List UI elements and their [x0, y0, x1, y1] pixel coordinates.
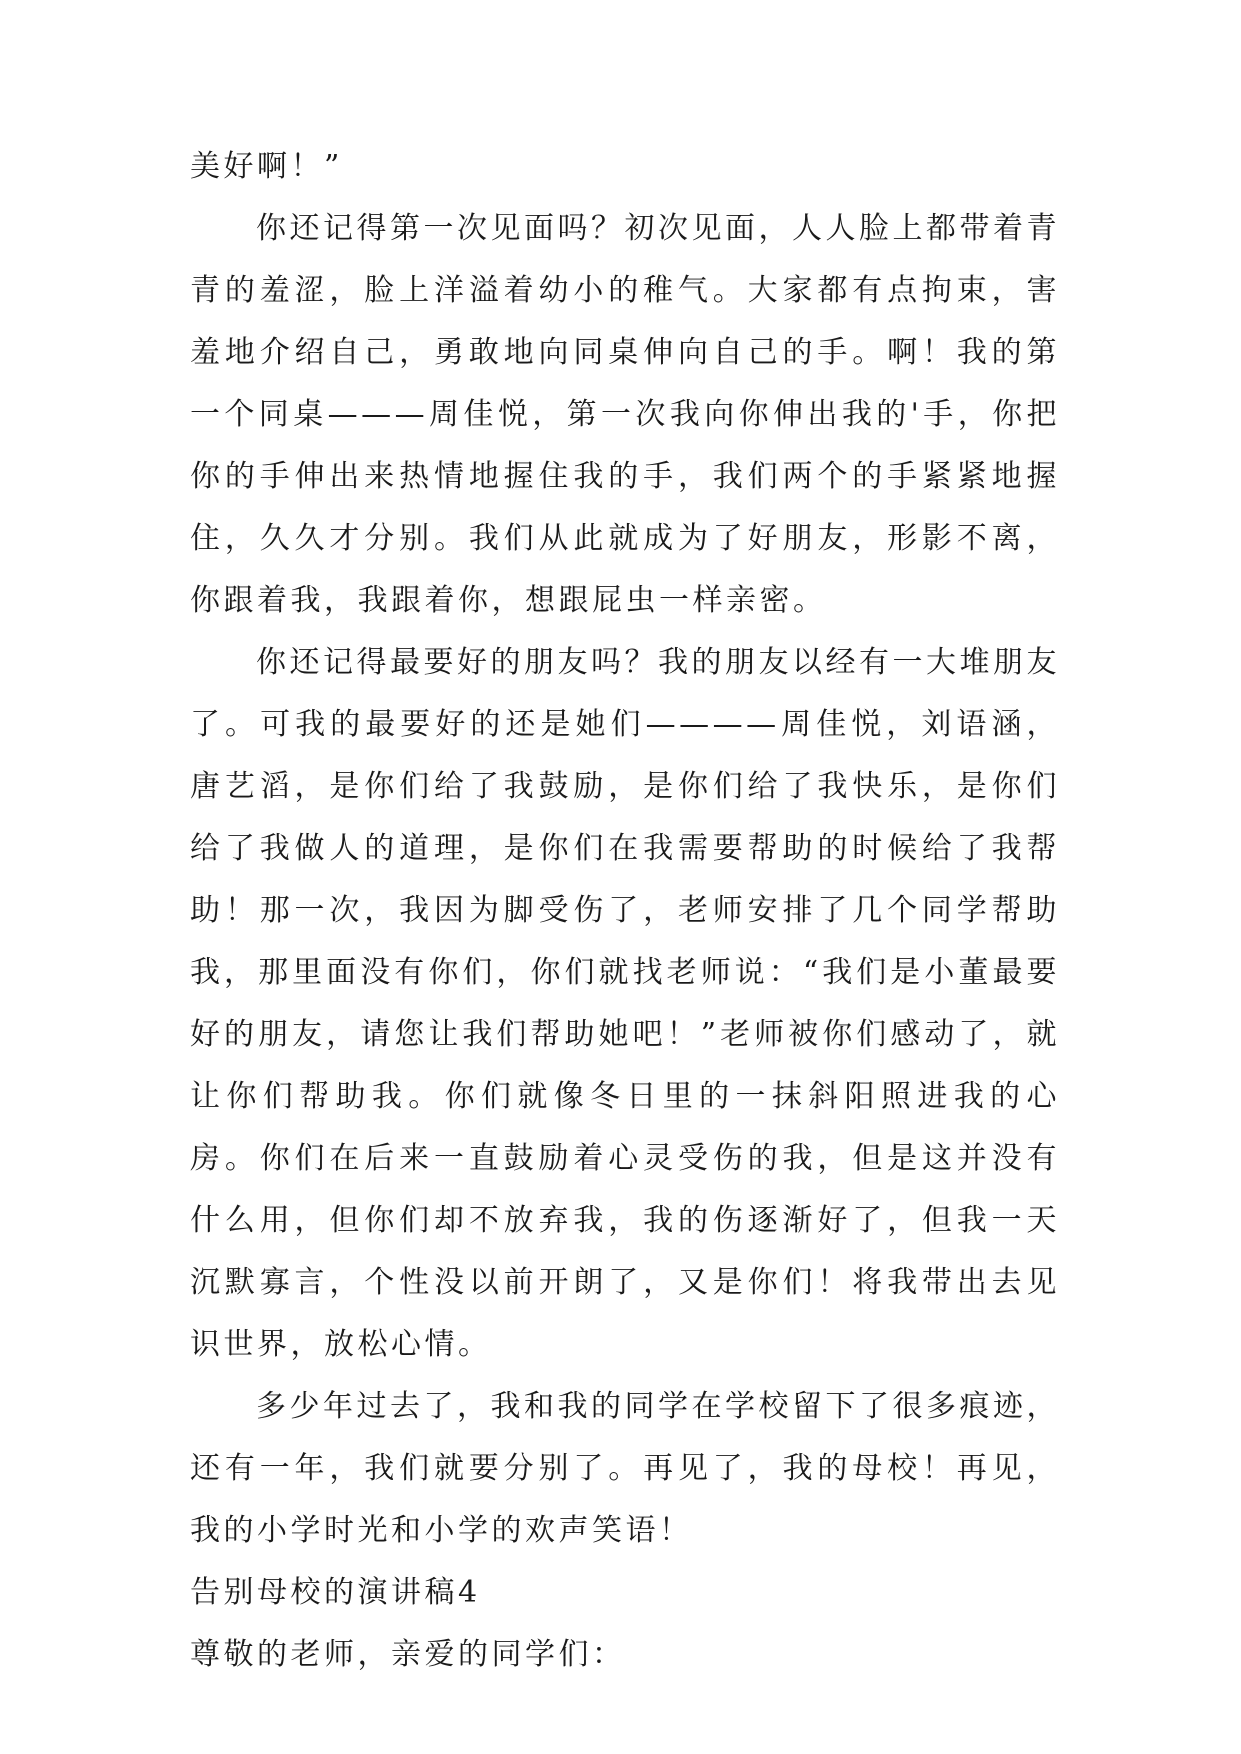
- section-title: 告别母校的演讲稿4: [190, 1575, 481, 1610]
- paragraph-first-meeting: 你还记得第一次见面吗？初次见面，人人脸上都带着青青的羞涩，脸上洋溢着幼小的稚气。大家都有点拘束，害羞地介绍自己，勇敢地向同桌伸向自己的手。啊！我的第一个同桌———周佳悦，第一次我向你伸出我的'手，你把你的手伸出来热情地握住我的手，我们两个的手紧紧地握住，久久才分别。我们从此就成为了好朋友，形影不离，你跟着我，我跟着你，想跟屁虫一样亲密。: [190, 211, 1060, 618]
- paragraph-best-friends: 你还记得最要好的朋友吗？我的朋友以经有一大堆朋友了。可我的最要好的还是她们————周佳悦，刘语涵，唐艺滔，是你们给了我鼓励，是你们给了我快乐，是你们给了我做人的道理，是你们在我需要帮助的时候给了我帮助！那一次，我因为脚受伤了，老师安排了几个同学帮助我，那里面没有你们，你们就找老师说：“我们是小董最要好的朋友，请您让我们帮助她吧！”老师被你们感动了，就让你们帮助我。你们就像冬日里的一抹斜阳照进我的心房。你们在后来一直鼓励着心灵受伤的我，但是这并没有什么用，但你们却不放弃我，我的伤逐渐好了，但我一天沉默寡言，个性没以前开朗了，又是你们！将我带出去见识世界，放松心情。: [190, 645, 1060, 1362]
- document-body: [190, 136, 1060, 1686]
- salutation: 尊敬的老师，亲爱的同学们：: [190, 1637, 626, 1672]
- paragraph-farewell: 多少年过去了，我和我的同学在学校留下了很多痕迹，还有一年，我们就要分别了。再见了，我的母校！再见，我的小学时光和小学的欢声笑语！: [190, 1389, 1060, 1548]
- paragraph-continuation: 美好啊！”: [190, 149, 343, 184]
